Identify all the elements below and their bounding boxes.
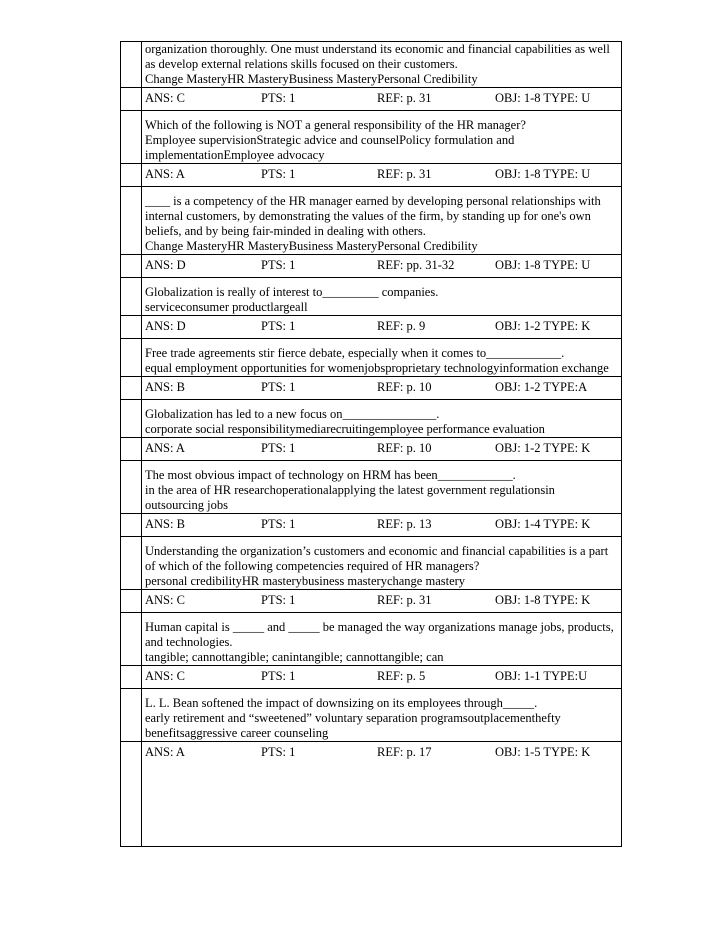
points-label: PTS: 1 [261, 319, 296, 333]
answer-options: serviceconsumer productlargeall [145, 300, 308, 314]
question-text: organization thoroughly. One must understand its economic and financial capabilities as well as develop external relations skills focused on their customers. [145, 42, 610, 71]
objective-type-label: OBJ: 1-2 TYPE: K [495, 441, 591, 455]
question-text: The most obvious impact of technology on HRM has been____________. [145, 468, 516, 482]
question-block [145, 537, 617, 613]
points-label: PTS: 1 [261, 593, 296, 607]
answer-options: early retirement and “sweetened” voluntary separation programsoutplacementhefty benefitsaggressive career counseling [145, 711, 561, 740]
question-block [145, 339, 617, 400]
question-sheet [120, 41, 622, 847]
question-block [145, 689, 617, 762]
question-block [145, 42, 617, 111]
answer-key-row [145, 91, 617, 108]
answer-options: corporate social responsibilitymediarecruitingemployee performance evaluation [145, 422, 545, 436]
objective-type-label: OBJ: 1-8 TYPE: U [495, 167, 591, 181]
points-label: PTS: 1 [261, 441, 296, 455]
objective-type-label: OBJ: 1-1 TYPE:U [495, 669, 588, 683]
reference-label: REF: p. 10 [377, 441, 432, 455]
answer-label: ANS: C [145, 669, 185, 683]
points-label: PTS: 1 [261, 167, 296, 181]
question-block [145, 613, 617, 689]
reference-label: REF: p. 17 [377, 745, 432, 759]
answer-label: ANS: B [145, 517, 185, 531]
answer-key-row [145, 745, 617, 762]
row-divider [121, 513, 621, 514]
reference-label: REF: p. 31 [377, 91, 432, 105]
question-text: Free trade agreements stir fierce debate, especially when it comes to____________. [145, 346, 565, 360]
points-label: PTS: 1 [261, 517, 296, 531]
question-block [145, 278, 617, 339]
reference-label: REF: pp. 31-32 [377, 258, 455, 272]
answer-label: ANS: C [145, 91, 185, 105]
question-list [145, 42, 617, 846]
row-divider [121, 254, 621, 255]
answer-label: ANS: C [145, 593, 185, 607]
answer-options: Change MasteryHR MasteryBusiness MasteryPersonal Credibility [145, 239, 478, 253]
answer-key-row [145, 167, 617, 184]
question-text: Globalization is really of interest to_________ companies. [145, 285, 439, 299]
answer-label: ANS: A [145, 441, 185, 455]
answer-options: personal credibilityHR masterybusiness masterychange mastery [145, 574, 466, 588]
answer-key-row [145, 441, 617, 458]
answer-label: ANS: D [145, 319, 186, 333]
answer-key-row [145, 258, 617, 275]
objective-type-label: OBJ: 1-4 TYPE: K [495, 517, 591, 531]
answer-label: ANS: B [145, 380, 185, 394]
answer-options: Change MasteryHR MasteryBusiness MasteryPersonal Credibility [145, 72, 478, 86]
answer-key-row [145, 669, 617, 686]
answer-label: ANS: A [145, 745, 185, 759]
reference-label: REF: p. 5 [377, 669, 426, 683]
objective-type-label: OBJ: 1-8 TYPE: U [495, 258, 591, 272]
question-block [145, 111, 617, 187]
answer-key-row [145, 319, 617, 336]
objective-type-label: OBJ: 1-2 TYPE: K [495, 319, 591, 333]
points-label: PTS: 1 [261, 380, 296, 394]
row-divider [121, 376, 621, 377]
objective-type-label: OBJ: 1-8 TYPE: U [495, 91, 591, 105]
reference-label: REF: p. 31 [377, 593, 432, 607]
question-block [145, 461, 617, 537]
row-divider [121, 87, 621, 88]
question-text: Understanding the organization’s customers and economic and financial capabilities is a part of which of the following competencies required of HR managers? [145, 544, 609, 573]
answer-label: ANS: D [145, 258, 186, 272]
objective-type-label: OBJ: 1-2 TYPE:A [495, 380, 588, 394]
question-block [145, 400, 617, 461]
question-text: Globalization has led to a new focus on_______________. [145, 407, 440, 421]
objective-type-label: OBJ: 1-8 TYPE: K [495, 593, 591, 607]
answer-key-row [145, 517, 617, 534]
reference-label: REF: p. 10 [377, 380, 432, 394]
row-divider [121, 315, 621, 316]
objective-type-label: OBJ: 1-5 TYPE: K [495, 745, 591, 759]
row-divider [121, 163, 621, 164]
reference-label: REF: p. 13 [377, 517, 432, 531]
points-label: PTS: 1 [261, 258, 296, 272]
reference-label: REF: p. 9 [377, 319, 426, 333]
answer-options: equal employment opportunities for womenjobsproprietary technologyinformation exchange [145, 361, 609, 375]
points-label: PTS: 1 [261, 669, 296, 683]
question-text: Which of the following is NOT a general responsibility of the HR manager? [145, 118, 526, 132]
question-block [145, 187, 617, 278]
question-text: L. L. Bean softened the impact of downsizing on its employees through_____. [145, 696, 538, 710]
row-divider [121, 589, 621, 590]
row-divider [121, 437, 621, 438]
answer-options: Employee supervisionStrategic advice and counselPolicy formulation and implementationEmployee advocacy [145, 133, 515, 162]
row-divider [121, 665, 621, 666]
answer-key-row [145, 380, 617, 397]
points-label: PTS: 1 [261, 745, 296, 759]
answer-options: in the area of HR researchoperationalapplying the latest government regulationsin outsourcing jobs [145, 483, 555, 512]
reference-label: REF: p. 31 [377, 167, 432, 181]
answer-key-row [145, 593, 617, 610]
question-text: Human capital is _____ and _____ be managed the way organizations manage jobs, products, and technologies. [145, 620, 614, 649]
question-text: ____ is a competency of the HR manager earned by developing personal relationships with internal customers, by demonstrating the values of the firm, by standing up for one's own beliefs, and by being fair-minded in dealing with others. [145, 194, 601, 238]
answer-label: ANS: A [145, 167, 185, 181]
answer-options: tangible; cannottangible; canintangible; cannottangible; can [145, 650, 444, 664]
row-divider [121, 741, 621, 742]
points-label: PTS: 1 [261, 91, 296, 105]
